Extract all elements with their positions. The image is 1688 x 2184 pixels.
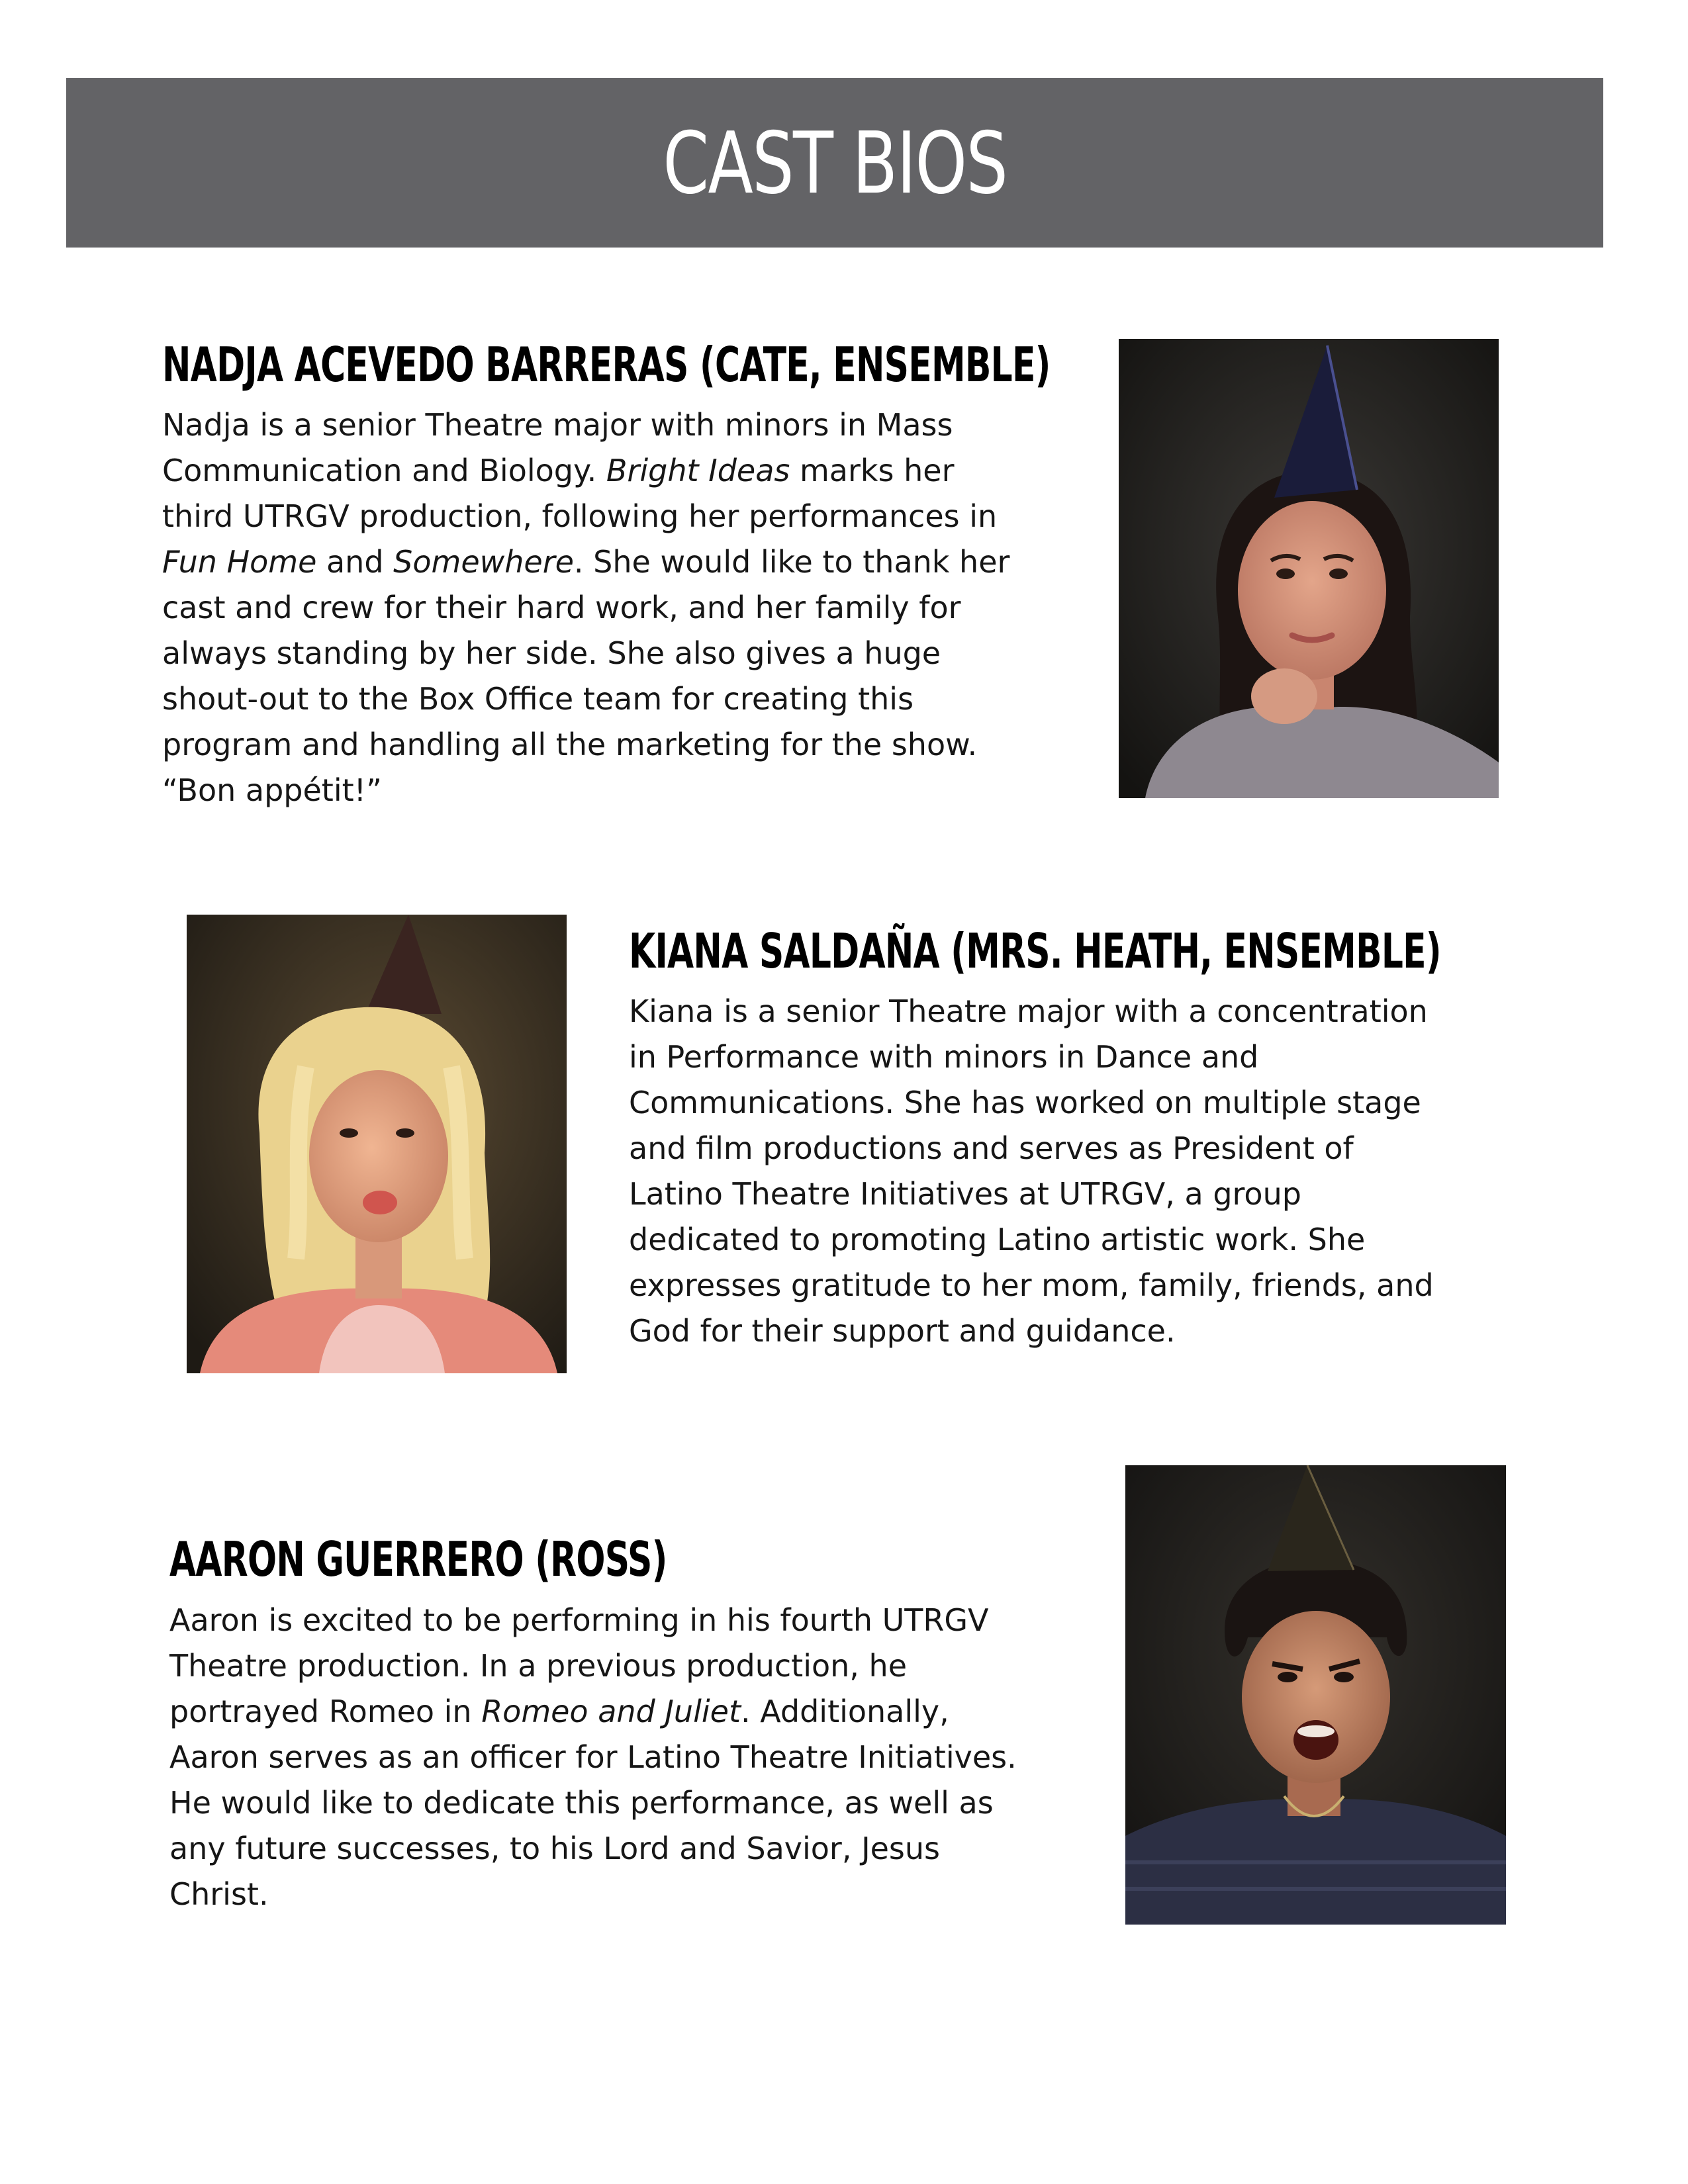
work-title: Romeo and Juliet <box>481 1694 741 1729</box>
bio-line: portrayed Romeo in Romeo and Juliet. Additionally, <box>169 1694 949 1729</box>
bio-line: Fun Home and Somewhere. She would like to thank her <box>162 544 1010 580</box>
work-title: Somewhere <box>393 544 574 580</box>
cast-member-bio <box>629 989 1434 1354</box>
cast-member-name: AARON GUERRERO (ROSS) <box>169 1531 667 1587</box>
bio-line: Communications. She has worked on multiple stage <box>629 1085 1421 1120</box>
bio-line: expresses gratitude to her mom, family, friends, and <box>629 1267 1434 1303</box>
cast-member-bio <box>162 402 1009 813</box>
cast-member-bio <box>169 1598 1017 1917</box>
bio-line: He would like to dedicate this performance, as well as <box>169 1785 994 1821</box>
header-bar <box>66 78 1603 248</box>
cast-member-photo <box>187 915 567 1373</box>
work-title: Fun Home <box>162 544 317 580</box>
bio-line: God for their support and guidance. <box>629 1313 1176 1349</box>
bio-line: dedicated to promoting Latino artistic work. She <box>629 1222 1366 1257</box>
cast-member-name: KIANA SALDAÑA (MRS. HEATH, ENSEMBLE) <box>629 923 1441 979</box>
bio-line: any future successes, to his Lord and Savior, Jesus <box>169 1831 941 1866</box>
bio-line: Communication and Biology. Bright Ideas marks her <box>162 453 955 488</box>
bio-line: shout-out to the Box Office team for creating this <box>162 681 914 717</box>
bio-line: third UTRGV production, following her performances in <box>162 498 998 534</box>
work-title: Bright Ideas <box>606 453 790 488</box>
bio-line: Christ. <box>169 1876 269 1912</box>
bio-line: Theatre production. In a previous production, he <box>169 1648 907 1684</box>
page-title: CAST BIOS <box>663 114 1007 213</box>
bio-line: program and handling all the marketing for the show. <box>162 727 978 762</box>
bio-line: Nadja is a senior Theatre major with minors in Mass <box>162 407 953 443</box>
bio-line: always standing by her side. She also gives a huge <box>162 635 941 671</box>
bio-line: Latino Theatre Initiatives at UTRGV, a group <box>629 1176 1301 1212</box>
bio-line: cast and crew for their hard work, and her family for <box>162 590 961 625</box>
cast-member-photo <box>1125 1465 1506 1925</box>
bio-line: Aaron is excited to be performing in his fourth UTRGV <box>169 1602 989 1638</box>
bio-line: “Bon appétit!” <box>162 772 382 808</box>
bio-line: Aaron serves as an officer for Latino Theatre Initiatives. <box>169 1739 1017 1775</box>
bio-line: and film productions and serves as President of <box>629 1130 1354 1166</box>
bio-line: Kiana is a senior Theatre major with a concentration <box>629 993 1428 1029</box>
cast-member-photo <box>1119 339 1499 798</box>
bio-line: in Performance with minors in Dance and <box>629 1039 1259 1075</box>
cast-member-name: NADJA ACEVEDO BARRERAS (CATE, ENSEMBLE) <box>162 337 1051 392</box>
